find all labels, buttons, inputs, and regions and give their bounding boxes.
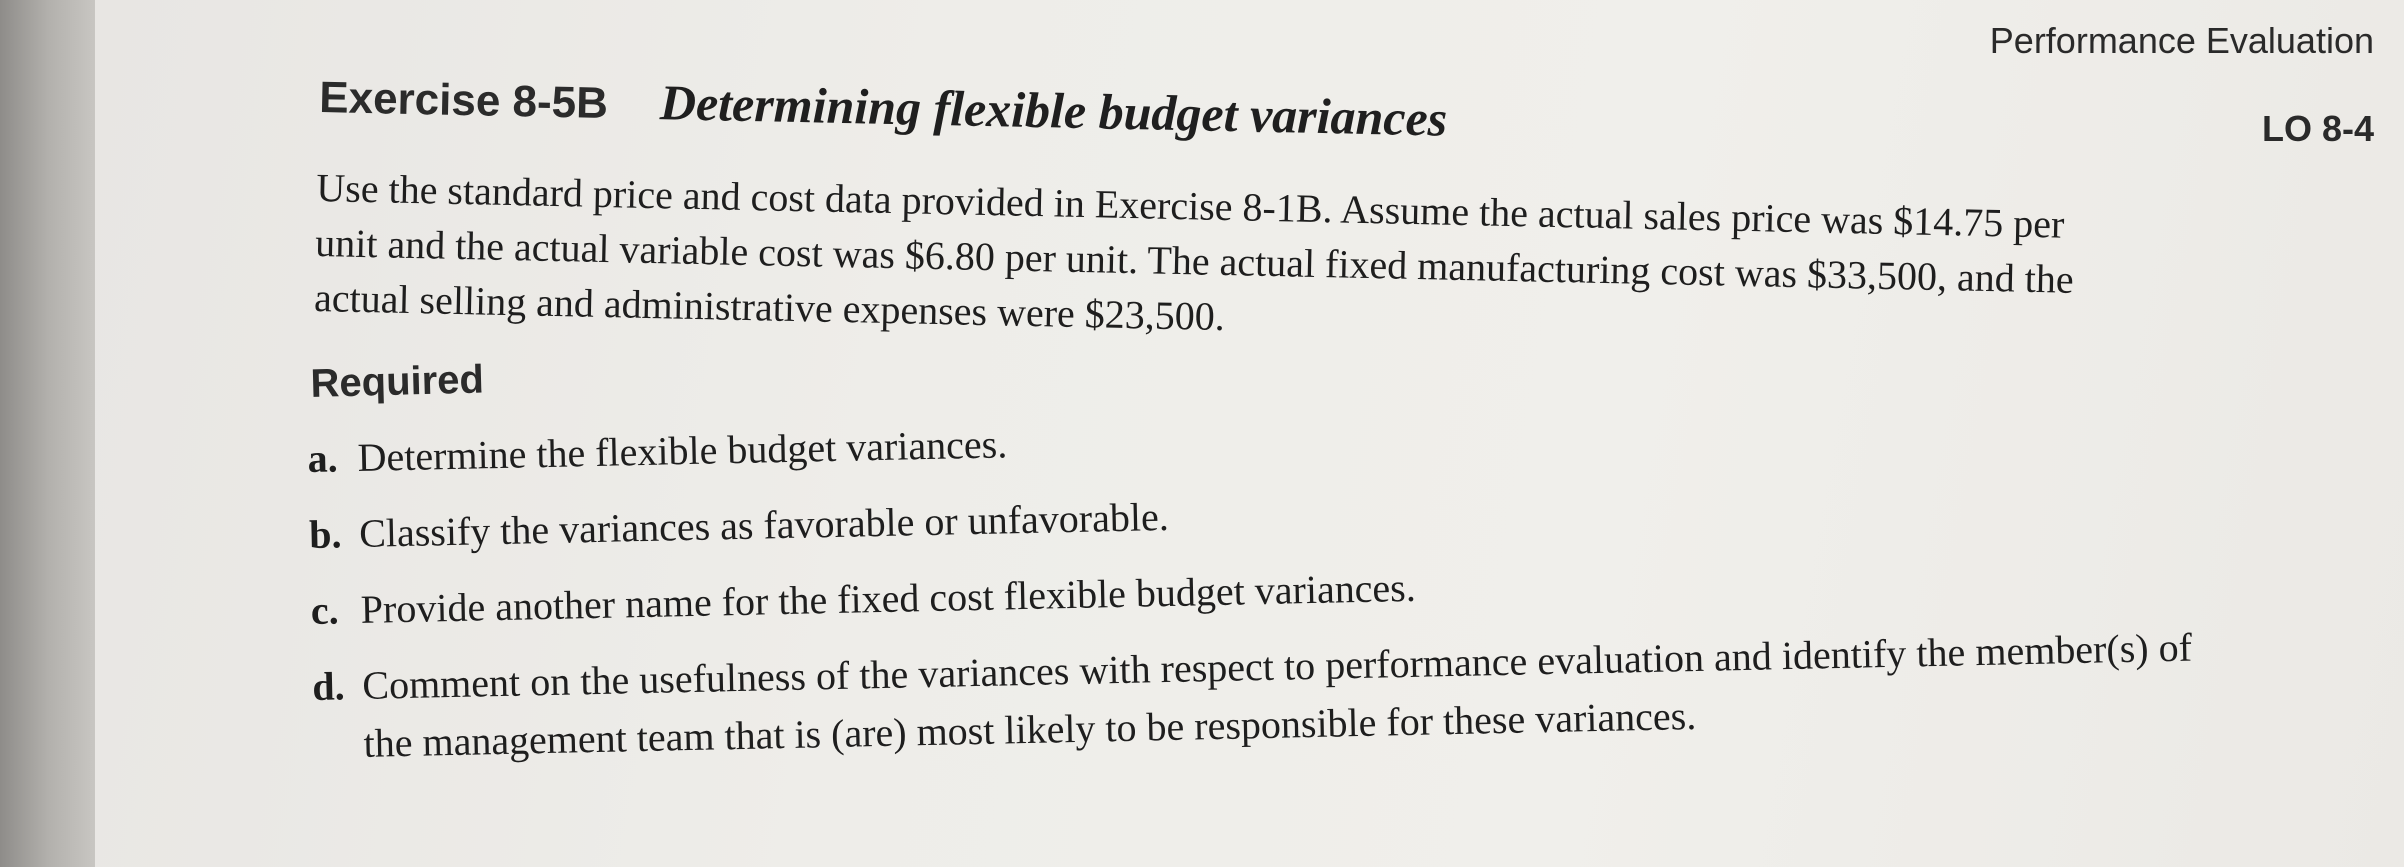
exercise-heading (319, 66, 1448, 148)
book-binding-shadow (0, 0, 110, 867)
item-text: Classify the variances as favorable or unfavorable. (358, 493, 1170, 556)
section-header: Performance Evaluation (1989, 20, 2374, 61)
item-letter: a. (307, 435, 339, 481)
item-letter: d. (311, 663, 346, 709)
textbook-page (95, 0, 2404, 867)
exercise-label: Exercise 8-5B (318, 72, 609, 129)
required-heading: Required (310, 357, 485, 406)
list-item (312, 619, 2194, 774)
exercise-body (314, 160, 2117, 363)
item-text: Determine the flexible budget variances. (357, 421, 1008, 480)
required-list (307, 391, 2194, 792)
item-letter: b. (308, 511, 342, 557)
item-text: Provide another name for the fixed cost flexible budget variances. (360, 564, 1417, 632)
item-text: Comment on the usefulness of the variances with respect to performance evaluation and identify the member(s) of the management team that is (are) most likely to be responsible for these variances. (361, 624, 2193, 766)
exercise-paragraph: Use the standard price and cost data provided in Exercise 8-1B. Assume the actual sales price was $14.75 per unit and the actual variable cost was $6.80 per unit. The actual fixed manufacturing cost was $33,500, and the actual selling and administrative expenses were $23,500. (313, 164, 2075, 340)
exercise-title: Determining flexible budget variances (659, 74, 1448, 147)
item-letter: c. (310, 587, 340, 633)
learning-objective: LO 8-4 (2261, 108, 2374, 149)
